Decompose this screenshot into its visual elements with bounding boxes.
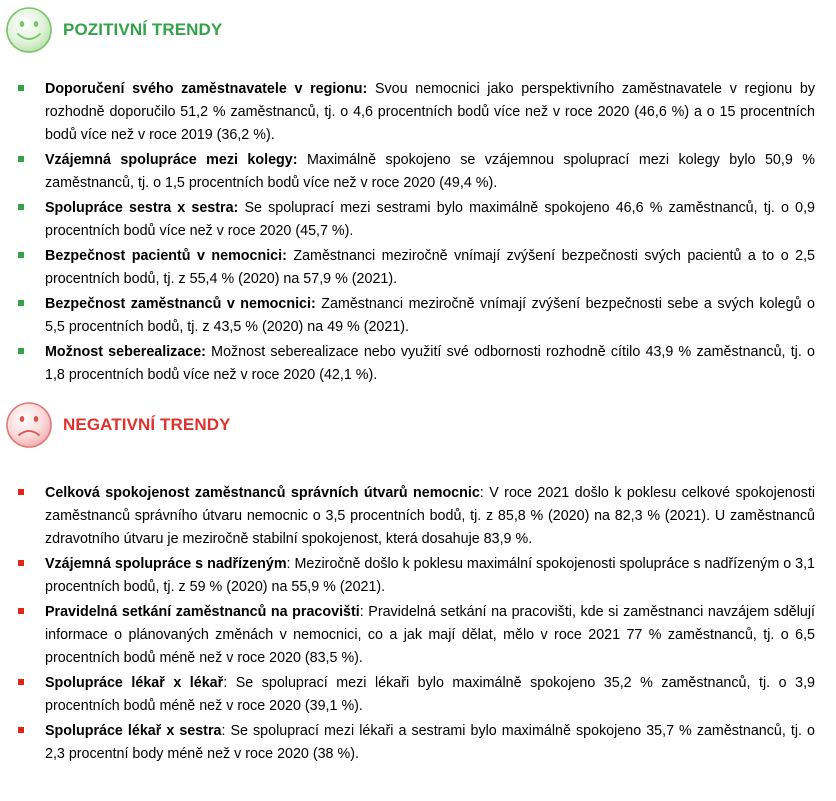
smiley-face-icon: [4, 5, 54, 55]
positive-trends-list: [0, 78, 836, 389]
list-item: [0, 341, 836, 387]
negative-trends-header: [4, 400, 231, 450]
item-text: Svou nemocnici jako perspektivního zaměstnavatele v regionu by rozhodně doporučilo 51,2 % zaměstnanců, tj. o 4,6 procentních bodů více než v roce 2020 (46,6 %) a o 15 procentních bodů více než v roce 2019 (36,2 %).: [45, 81, 815, 143]
square-bullet-icon: [18, 204, 24, 210]
item-term: Celková spokojenost zaměstnanců správních útvarů nemocnic: [45, 485, 480, 501]
square-bullet-icon: [18, 85, 24, 91]
sad-face-icon: [4, 400, 54, 450]
list-item: [0, 553, 836, 599]
square-bullet-icon: [18, 252, 24, 258]
item-text: : Se spoluprací mezi lékaři bylo maximálně spokojeno 35,2 % zaměstnanců, tj. o 3,9 procentních bodů méně než v roce 2020 (39,1 %).: [45, 675, 815, 714]
item-term: Možnost seberealizace:: [45, 344, 206, 360]
item-term: Vzájemná spolupráce mezi kolegy:: [45, 152, 298, 168]
item-text: Zaměstnanci meziročně vnímají zvýšení bezpečnosti sebe a svých kolegů o 5,5 procentních bodů, tj. z 43,5 % (2020) na 49 % (2021).: [45, 296, 815, 335]
square-bullet-icon: [18, 300, 24, 306]
item-text: : V roce 2021 došlo k poklesu celkové spokojenosti zaměstnanců správního útvaru nemocnic o 3,5 procentních bodů, tj. z 85,8 % (2020) na 82,3 % (2021). U zaměstnanců zdravotního útvaru je meziročně stabilní spokojenost, která dosahuje 83,9 %.: [45, 485, 815, 547]
square-bullet-icon: [18, 156, 24, 162]
list-item: [0, 197, 836, 243]
item-term: Doporučení svého zaměstnavatele v regionu:: [45, 81, 368, 97]
square-bullet-icon: [18, 489, 24, 495]
item-term: Spolupráce lékař x lékař: [45, 675, 224, 691]
item-text: Možnost seberealizace nebo využití své odbornosti rozhodně cítilo 43,9 % zaměstnanců, tj. o 1,8 procentních bodů více než v roce 2020 (42,1 %).: [45, 344, 815, 383]
square-bullet-icon: [18, 560, 24, 566]
square-bullet-icon: [18, 727, 24, 733]
item-term: Vzájemná spolupráce s nadřízeným: [45, 556, 287, 572]
list-item: [0, 601, 836, 670]
item-text: : Meziročně došlo k poklesu maximální spokojenosti spolupráce s nadřízeným o 3,1 procentních bodů, tj. z 59 % (2020) na 55,9 % (2021).: [45, 556, 816, 595]
square-bullet-icon: [18, 348, 24, 354]
list-item: [0, 482, 836, 551]
item-term: Bezpečnost pacientů v nemocnici:: [45, 248, 287, 264]
list-item: [0, 720, 836, 766]
item-term: Spolupráce lékař x sestra: [45, 723, 222, 739]
item-text: : Se spoluprací mezi lékaři a sestrami bylo maximálně spokojeno 35,7 % zaměstnanců, tj. o 2,3 procentní body méně než v roce 2020 (38 %).: [45, 723, 815, 762]
positive-trends-title: POZITIVNÍ TRENDY: [63, 20, 223, 39]
item-term: Bezpečnost zaměstnanců v nemocnici:: [45, 296, 316, 312]
list-item: [0, 672, 836, 718]
negative-trends-list: [0, 482, 836, 768]
list-item: [0, 293, 836, 339]
square-bullet-icon: [18, 679, 24, 685]
item-text: : Pravidelná setkání na pracovišti, kde si zaměstnanci navzájem sdělují informace o plánovaných změnách v nemocnici, co a jak mají dělat, mělo v roce 2021 77 % zaměstnanců, tj. o 6,5 procentních bodů méně než v roce 2020 (83,5 %).: [45, 604, 816, 666]
negative-trends-title: NEGATIVNÍ TRENDY: [63, 415, 231, 434]
item-text: Se spoluprací mezi sestrami bylo maximálně spokojeno 46,6 % zaměstnanců, tj. o 0,9 procentních bodů více než v roce 2020 (45,7 %).: [45, 200, 815, 239]
square-bullet-icon: [18, 608, 24, 614]
item-text: Maximálně spokojeno se vzájemnou spoluprací mezi kolegy bylo 50,9 % zaměstnanců, tj. o 1,5 procentních bodů více než v roce 2020 (49,4 %).: [45, 152, 815, 191]
item-term: Pravidelná setkání zaměstnanců na pracovišti: [45, 604, 360, 620]
list-item: [0, 149, 836, 195]
positive-trends-header: [4, 5, 222, 55]
item-text: Zaměstnanci meziročně vnímají zvýšení bezpečnosti svých pacientů a to o 2,5 procentních bodů, tj. z 55,4 % (2020) na 57,9 % (2021).: [45, 248, 815, 287]
item-term: Spolupráce sestra x sestra:: [45, 200, 239, 216]
list-item: [0, 78, 836, 147]
list-item: [0, 245, 836, 291]
